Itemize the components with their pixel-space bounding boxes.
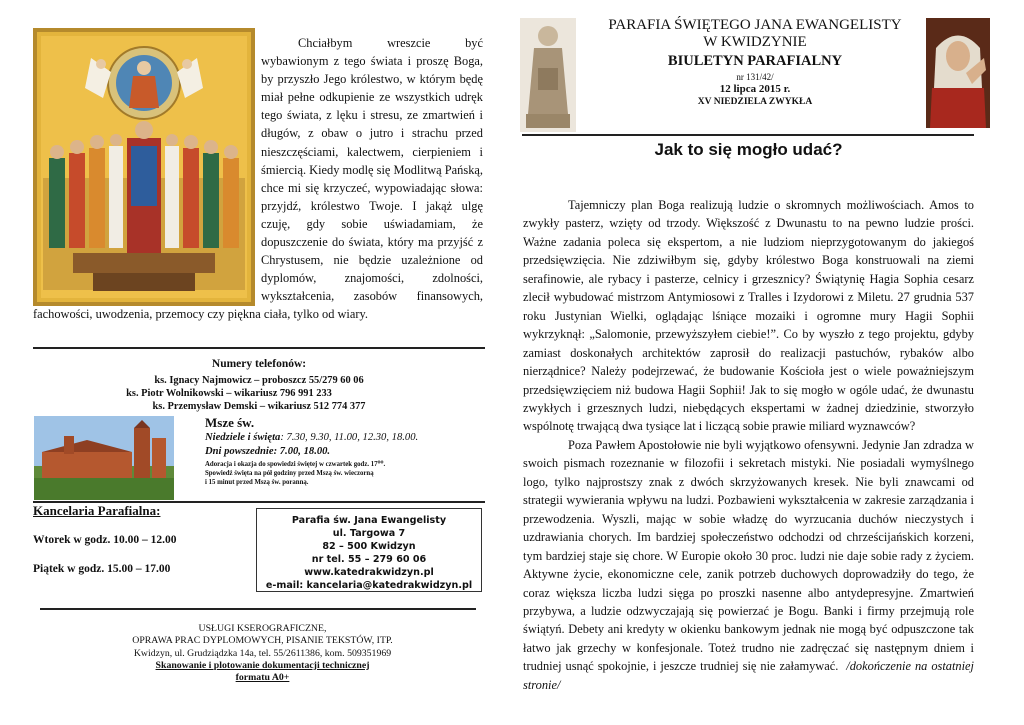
- phone-numbers: [33, 358, 485, 413]
- bulletin-title: BIULETYN PARAFIALNY: [667, 53, 843, 69]
- mass-title: Msze św.: [205, 415, 255, 430]
- office-hours-friday: Piątek w godz. 15.00 – 17.00: [33, 563, 171, 575]
- parish-office: [33, 503, 177, 575]
- confession-note-2: i 15 minut przed Mszą św. poranną.: [205, 479, 309, 487]
- bulletin-header: [560, 17, 950, 107]
- phone-line: ks. Ignacy Najmowicz – proboszcz 55/279 60 06: [154, 375, 364, 386]
- address-line: Parafia św. Jana Ewangelisty: [291, 515, 447, 526]
- services-line: USŁUGI KSEROGRAFICZNE,: [198, 623, 327, 634]
- services-line: formatu A0+: [235, 672, 290, 684]
- saint-painting-image: [926, 18, 990, 128]
- article-title: Jak to się mogło udać?: [654, 140, 843, 159]
- weekday-label: Dni powszednie:: [205, 446, 278, 457]
- phones-title: Numery telefonów:: [211, 358, 307, 370]
- issue-date: 12 lipca 2015 r.: [719, 83, 791, 95]
- intro-paragraph-block: [33, 34, 483, 324]
- parish-name: PARAFIA ŚWIĘTEGO JANA EWANGELISTY: [608, 17, 902, 33]
- email-link[interactable]: e-mail: kancelaria@katedrakwidzyn.pl: [265, 580, 473, 591]
- separator-line: [33, 347, 485, 349]
- address-line: 82 – 500 Kwidzyn: [322, 541, 416, 552]
- article-paragraph-2: Poza Pawłem Apostołowie nie byli wyjątkowo ofensywni. Jedynie Jan zdradza w swoich pismach rozeznanie w filozofii i sekretach mistyki. Nie posiadali wymyślnego logo, tylko najprostszy znak z dwóch skrzyżowanych kresek. Nie byli znawcami od strategii wywierania wpływu na ludzi. Pozbawieni wykształcenia w zakresie zarządzania i przewodzenia. Wyszli, mając w sobie władzę do wyrzucania duchów nieczystych i uzdrawiania chorych. Im bardziej społeczeństwo odchodzi od chrześcijańskich korzeni, tym bardziej staje się chore. W Europie około 30 proc. ludzi nie daje sobie rady z życiem. Aktywne życie, ekonomiczne cele, zanik potrzeb duchowych doprowadziły do tego, że coraz większa liczba ludzi sięga po proszki nasenne albo antydepresyjne. Zmartwień przybywa, a ludzie odzwyczajają się powierzać je Bogu. Banki i firmy przejmują role świątyń. Debety ani kredyty w okienku bankowym jednak nie mogą być odpuszczone tak łatwo jak grzechy w konfesjonale. Toteż trudno nie zadręczać się następnym dniem i trudniej usnąć spokojnie, i jeszcze trudniej się nie załamywać.: [523, 437, 974, 674]
- adoration-note: Adoracja i okazja do spowiedzi świętej w czwartek godz. 17⁰⁰.: [205, 460, 386, 468]
- article-body: [523, 196, 974, 694]
- intro-paragraph: Chciałbym wreszcie być wybawionym z tego świata i proszę Boga, by przyszło Jego królestwo, w którym będę miał pełne odkupienie ze wszystkich udręk tego świata, z lęku i stresu, ze zmartwień i długów, z obaw o jutro i strachu przed nieszczęściami, kalectwem, cierpieniem i śmiercią. Kiedy modlę się Modlitwą Pańską, chce mi się krzyczeć, wypowiadając słowa: przyjdź, królestwo Twoje. I jakąż ulgę czuję, gdy sobie uświadamiam, że dopuszczenie do świata, który ma przyjść z Chrystusem, nie będzie uzależnione od dyplomów, znajomości, zdolności, wykształcenia, zasobów finansowych, fachowości, uwodzenia, przemocy czy piękna ciała, tylko od wiary.: [33, 36, 483, 322]
- separator-line: [40, 608, 476, 610]
- office-hours-tuesday: Wtorek w godz. 10.00 – 12.00: [33, 534, 177, 546]
- address-line: ul. Targowa 7: [332, 528, 406, 539]
- issue-number: nr 131/42/: [736, 72, 774, 82]
- phone-line: ks. Piotr Wolnikowski – wikariusz 796 991 233: [126, 388, 332, 399]
- parish-town: W KWIDZYNIE: [703, 34, 807, 50]
- sunday-label: Niedziele i święta: [205, 431, 281, 443]
- parish-address-box: [256, 508, 482, 592]
- services-line: Skanowanie i plotowanie dokumentacji technicznej: [155, 659, 370, 671]
- article-paragraph-1: Tajemniczy plan Boga realizują ludzie o skromnych możliwościach. Amos to zwykły pasterz, wzięty od trzody. Większość z Dwunastu to na pewno ludzie prości. Ważne zadania poleca się ekspertom, a nie ludziom nieprzygotowanym do jakiegoś przedsięwzięcia. Nie zdziwiłbym się, gdyby królestwo Boga konstruowali na ziemi serafinowie, ale rybacy i pasterze, celnicy i grzesznicy? Świątynię Hagia Sophia cesarz zlecił wybudować mistrzom Antymiosowi z Tralles i Izydorowi z Miletu. 27 grudnia 537 roku Justynian Wielki, oglądając lśniące mozaiki i ogromne mury Hagii Sophii wykrzyknął: „Salomonie, przewyższyłem ciebie!”. Co by wyszło z tego projektu, gdyby zamiast doskonałych architektów zaprosił do realizacji pastuchów, rybaków albo nierządnice? Należy podejrzewać, że budowanie Kościoła jest o wiele poważniejszym przedsięwzięciem niż budowa Hagii Sophii! Jak to się mogło w ogóle udać, że dwunastu zwykłych i grzesznych ludzi, niebędących ekspertami w żadnej dziedzinie, stworzyło wspólnotę trwającą dwa tysiące lat i liczącą sobie prawie miliard wyznawców?: [523, 198, 974, 434]
- castle-photo: [34, 416, 174, 500]
- weekday-times: 7.00, 18.00.: [277, 446, 331, 457]
- services-line: OPRAWA PRAC DYPLOMOWYCH, PISANIE TEKSTÓW, ITP.: [132, 635, 393, 647]
- address-line: nr tel. 55 – 279 60 06: [311, 554, 427, 565]
- mass-schedule: [205, 416, 485, 487]
- copy-services-ad: [40, 623, 485, 684]
- office-title: Kancelaria Parafialna:: [33, 503, 161, 518]
- website-link[interactable]: www.katedrakwidzyn.pl: [304, 567, 434, 578]
- header-separator: [522, 134, 974, 136]
- services-line: Kwidzyn, ul. Grudziądzka 14a, tel. 55/2611386, kom. 509351969: [133, 647, 392, 659]
- sunday-times: : 7.30, 9.30, 11.00, 12.30, 18.00.: [280, 431, 419, 443]
- phone-line: ks. Przemysław Demski – wikariusz 512 774 377: [152, 401, 366, 412]
- continued-note: /dokończenie na ostatniej stronie/: [523, 659, 975, 692]
- confession-note: Spowiedź święta na pół godziny przed Mszą św. wieczorną: [205, 469, 374, 477]
- liturgical-sunday: XV NIEDZIELA ZWYKŁA: [697, 97, 813, 107]
